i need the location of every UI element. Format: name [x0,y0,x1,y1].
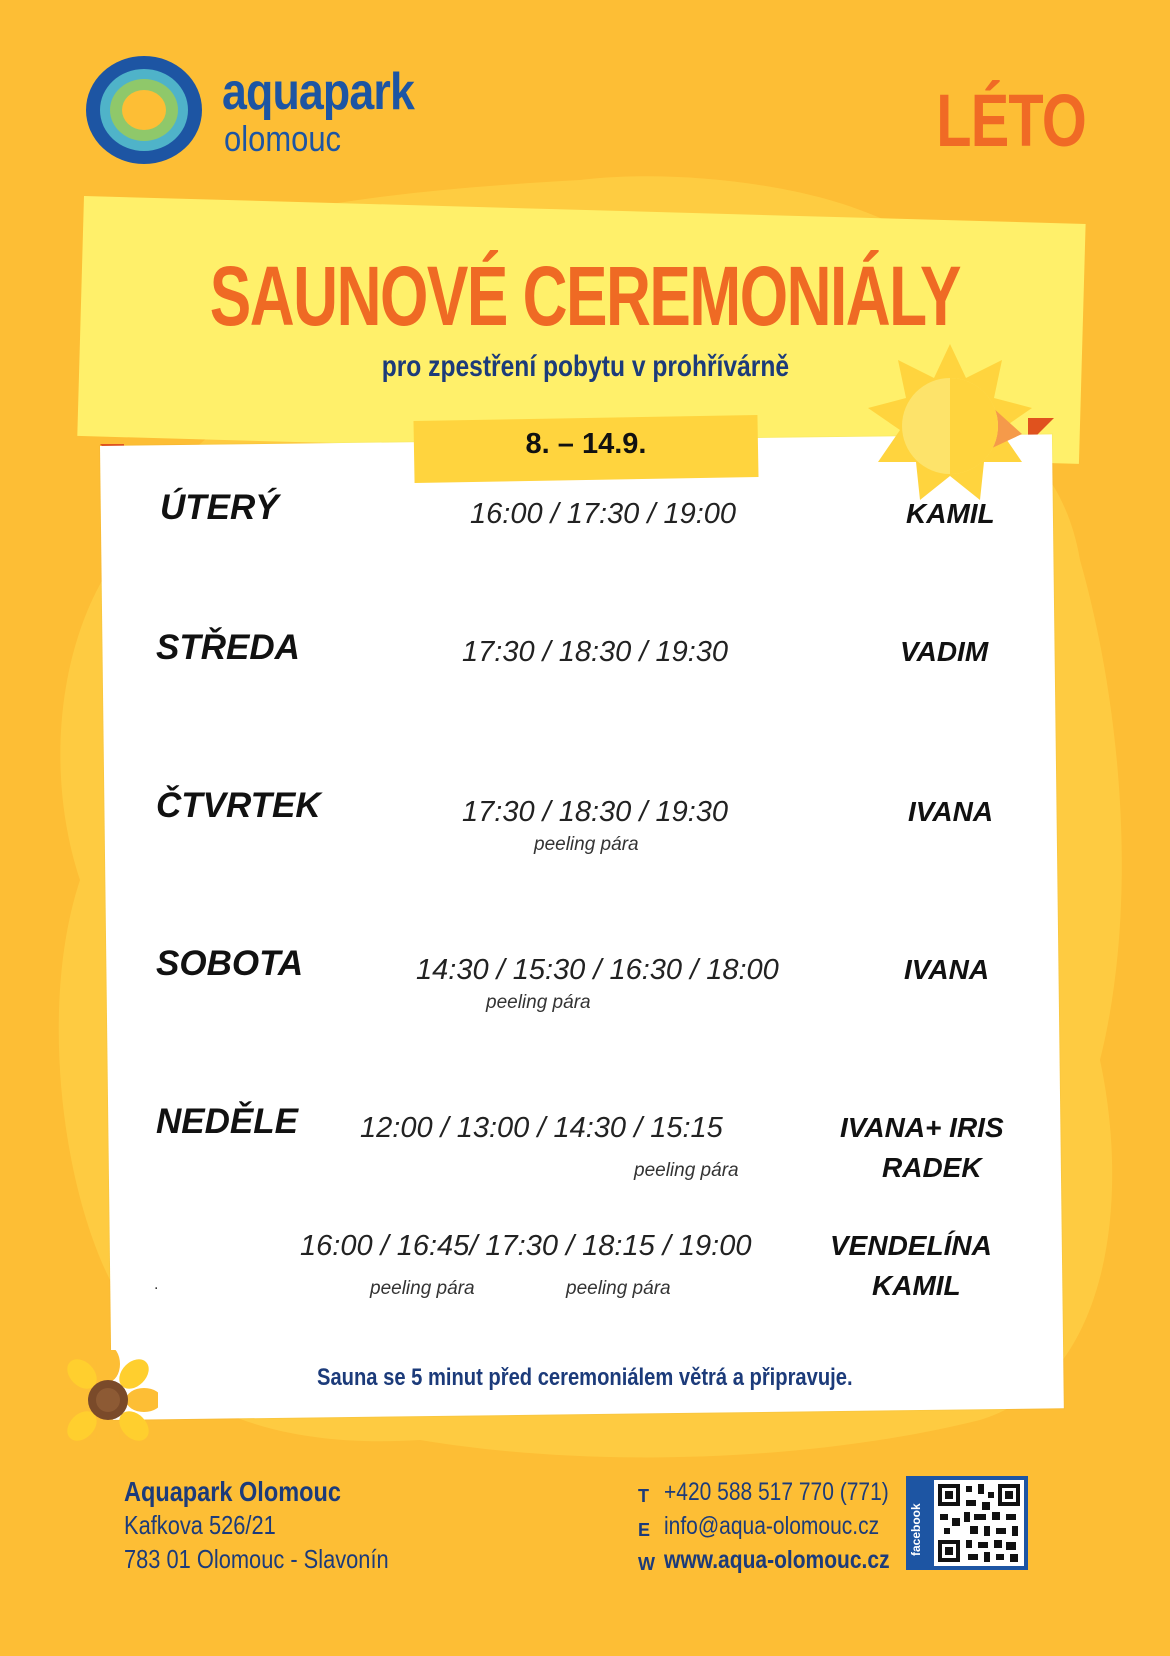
note: peeling pára [370,1278,475,1299]
day-label: ČTVRTEK [156,786,321,825]
sunflower-icon [58,1350,158,1450]
host-name: KAMIL [906,498,995,529]
facebook-caption: facebook [909,1503,923,1556]
footer-company-name: Aquapark Olomouc [124,1476,341,1507]
note: peeling pára [486,992,591,1013]
season-label: LÉTO [936,79,1086,162]
date-range: 8. – 14.9. [525,428,647,460]
note: peeling pára [566,1278,671,1299]
times: 14:30 / 15:30 / 16:30 / 18:00 [416,954,779,986]
day-label: NEDĚLE [156,1102,298,1141]
host-name: KAMIL [872,1270,961,1301]
phone-number[interactable]: +420 588 517 770 (771) [664,1478,889,1506]
times: 12:00 / 13:00 / 14:30 / 15:15 [360,1112,723,1144]
brand-name: aquapark [222,63,414,121]
host-name: RADEK [882,1152,982,1183]
times: 16:00 / 17:30 / 19:00 [470,498,737,530]
host-name: IVANA [908,796,994,827]
sun-icon [862,338,1038,514]
day-label: STŘEDA [156,628,300,667]
footer-street: Kafkova 526/21 [124,1510,276,1540]
host-name: VENDELÍNA [830,1230,992,1261]
email-link[interactable]: info@aqua-olomouc.cz [664,1512,880,1540]
times: 17:30 / 18:30 / 19:30 [462,636,729,668]
footer-city: 783 01 Olomouc - Slavonín [124,1544,389,1574]
host-name: VADIM [900,636,989,667]
web-label: W [638,1554,655,1574]
day-label: ÚTERÝ [160,488,279,527]
sauna-note: Sauna se 5 minut před ceremoniálem větrá a připravuje. [317,1364,853,1391]
website-link[interactable]: www.aqua-olomouc.cz [664,1546,890,1574]
note: peeling pára [634,1160,739,1181]
email-label: E [638,1520,651,1540]
stray-dot: . [154,1276,159,1293]
day-label: SOBOTA [156,944,304,983]
aquapark-logo-icon [82,52,206,168]
times: 17:30 / 18:30 / 19:30 [462,796,729,828]
times: 16:00 / 16:45/ 17:30 / 18:15 / 19:00 [300,1230,752,1262]
qr-code-icon[interactable] [934,1480,1024,1566]
host-name: IVANA+ IRIS [840,1112,1004,1143]
note: peeling pára [534,834,639,855]
page-title: SAUNOVÉ CEREMONIÁLY [209,249,961,343]
host-name: IVANA [904,954,990,985]
phone-label: T [638,1486,649,1506]
page-subtitle: pro zpestření pobytu v prohřívárně [381,350,789,383]
brand-city: olomouc [224,118,342,159]
